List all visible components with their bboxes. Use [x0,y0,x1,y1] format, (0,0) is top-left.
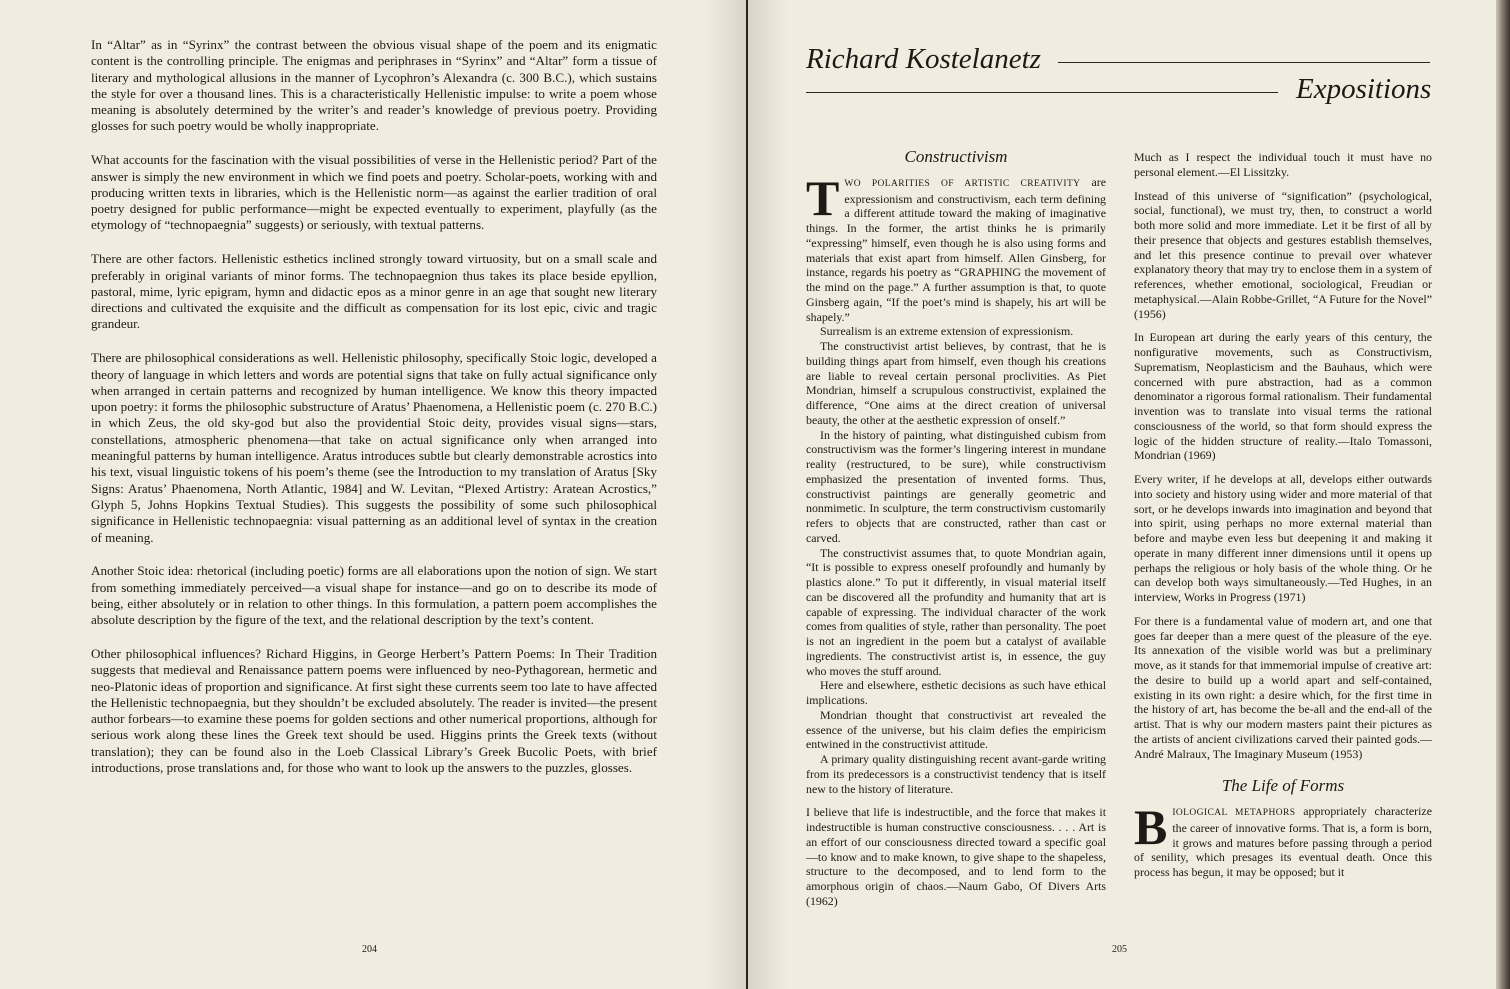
quotation: Much as I respect the individual touch it must have no personal element.—El Lissitzky. [1134,150,1432,179]
paragraph: There are other factors. Hellenistic esthetics inclined strongly toward virtuosity, but on a small scale and preferably in original variants of minor forms. The technopaegnion thus takes its place beside epyllion, pastoral, mime, lyric epigram, hymn and didactic epos as a minor genre in an age that sought new literary directions and cultivated the exquisite and the difficult as compensation for its lost epic, civic and tragic grandeur. [91,251,657,332]
lead-text: appropriately characterize the career of innovative forms. That is, a form is born, it grows and matures before passing through a period of senility, which presages its eventual death. Once this process has begun, it may be opposed; but it [1134,804,1432,879]
paragraph: Another Stoic idea: rhetorical (including poetic) forms are all elaborations upon the notion of sign. We start from something immediately perceived—a visual shape for instance—and go on to describe its mode of being, either absolutely or in relation to other things. In this formulation, a pattern poem accomplishes the absolute description by the figure of the text, and the relational description by the text’s content. [91,563,657,628]
paragraph: What accounts for the fascination with the visual possibilities of verse in the Hellenistic period? Part of the answer is simply the new environment in which we find poets and poetry. Scholar-poets, working with and producing written texts in libraries, which is the Hellenistic norm—as against the earlier tradition of oral poetry designed for public performance—might be expected eventually to experiment, playfully (as the etymology of “technopaegnia” suggests) or seriously, with textual patterns. [91,152,657,233]
paragraph: The constructivist artist believes, by contrast, that he is building things apart from himself, even though his creations are liable to reveal certain personal proclivities. As Piet Mondrian, himself a scrupulous constructivist, explained the difference, “One aims at the direct creation of universal beauty, the other at the aesthetic expression of onself.” [806,339,1106,427]
quotation: For there is a fundamental value of modern art, and one that goes far deeper than a mere quest of the pleasure of the eye. Its annexation of the visible world was but a preliminary move, as it stands for that immemorial impulse of creative art: the desire to build up a world apart and self-contained, existing in its own right: a desire which, for the first time in the history of art, has become the be-all and the end-all of the artist. That is why our modern masters paint their pictures as the artists of ancient civilizations carved their painted gods.—André Malraux, The Imaginary Museum (1953) [1134,613,1432,761]
book-edge [1496,0,1510,989]
drop-cap: T [806,169,840,226]
paragraph: In the history of painting, what distinguished cubism from constructivism was the former’s lingering interest in mundane reality (restructured, to be sure), while constructivism emphasized the presentation of invented forms. Thus, constructivist paintings are generally geometric and nonmimetic. In sculpture, the term constructivism customarily refers to objects that are constructed, rather than cast or carved. [806,427,1106,545]
paragraph: Mondrian thought that constructivist art revealed the essence of the universe, but his claim defies the empiricism entwined in the constructivist attitude. [806,707,1106,752]
quotation: Every writer, if he develops at all, develops either outwards into society and history using wider and more material of that sort, or he develops inwards into imagination and beyond that into spirit, using perhaps no more external material than before and maybe even less but deepening it and making it operate in many different inner dimensions until it opens up perhaps the religious or holy basis of the whole thing. Or he can develop both ways simultaneously.—Ted Hughes, in an interview, Works in Progress (1971) [1134,472,1432,604]
spacer [806,796,1106,805]
paragraph: Other philosophical influences? Richard Higgins, in George Herbert’s Pattern Poems: In Their Tradition suggests that medieval and Renaissance pattern poems were influenced by neo-Pythagorean, hermetic and neo-Platonic ideas of proportion and significance. At first sight these currents seem too late to have affected the Hellenistic technopaegnia, but they shouldn’t be excluded absolutely. The reader is invited—the present author forbears—to examine these poems for golden sections and other numerical proportions, although for serious work along these lines the Greek text should be used. Higgins prints the Greek texts (without translation); they can be found also in the Loeb Classical Library’s Greek Bucolic Poets, with brief introductions, prose translations and, for those who want to look up the answers to the puzzles, glosses. [91,646,657,776]
page-number: 204 [362,944,377,955]
quotation: In European art during the early years of this century, the nonfigurative movements, such as Constructivism, Suprematism, Neoplasticism and the Bauhaus, which were concerned with pure abstraction, had as a common denominator a rigorous formal rationalism. Their fundamental invention was to translate into visual terms the rational consciousness of the world, so that form should express the logic of the hidden structure of reality.—Italo Tomassoni, Mondrian (1969) [1134,330,1432,463]
paragraph: Surrealism is an extreme extension of expressionism. [820,324,1074,339]
lead-smallcaps: WO POLARITIES OF ARTISTIC CREATIVITY [844,178,1081,189]
paragraph: The constructivist assumes that, to quote Mondrian again, “It is possible to express oneself profoundly and humanly by plastics alone.” To put it differently, in visual material itself can be discovered all the profundity and humanity that art is capable of expressing. The individual character of the work comes from qualities of style, rather than personality. The poet is not an ingredient in the poem but a catalyst of available ingredients. The constructivist artist is, in essence, the guy who moves the stuff around. [806,545,1106,678]
title-rule-top [1058,62,1430,63]
right-column-2 [1134,150,1432,880]
right-column-1 [806,147,1106,918]
series-title: Expositions [1296,73,1432,105]
lead-smallcaps: IOLOGICAL METAPHORS [1172,808,1296,818]
lead-paragraph [1134,799,1432,880]
section-heading: Constructivism [904,147,1008,166]
lead-paragraph [806,169,1106,325]
quotation: I believe that life is indestructible, and the force that makes it indestructible is human constructive consciousness. . . . Art is an effort of our consciousness directed toward a specific goal—to know and to make known, to give shape to the shapeless, structure to the decomposed, and to lend form to the amorphous origin of chaos.—Naum Gabo, Of Divers Arts (1962) [806,805,1106,908]
drop-cap: B [1134,799,1168,855]
quotation: Instead of this universe of “signification” (psychological, social, functional), we must try, then, to construct a world both more solid and more immediate. Let it be first of all by their presence that objects and gestures establish themselves, and let this presence continue to prevail over whatever explanatory theory that may try to enclose them in a system of references, whether emotional, sociological, Freudian or metaphysical.—Alain Robbe-Grillet, “A Future for the Novel” (1956) [1134,188,1432,321]
section-heading: The Life of Forms [1221,776,1345,796]
title-rule-bottom [806,92,1278,93]
paragraph: Here and elsewhere, esthetic decisions as such have ethical implications. [806,678,1106,707]
page-number: 205 [1112,944,1127,955]
paragraph: In “Altar” as in “Syrinx” the contrast between the obvious visual shape of the poem and its enigmatic content is the controlling principle. The enigmas and periphrases in “Syrinx” and “Altar” form a tissue of literary and mythological allusions in the manner of Lycophron’s Alexandra (c. 300 B.C.), which sustains the style for over a thousand lines. This is a characteristically Hellenistic impulse: to write a poem whose meaning is absolutely determined by the writer’s and reader’s knowledge of previous poetry. Providing glosses for such poetry would be wholly inappropriate. [91,37,657,134]
paragraph: A primary quality distinguishing recent avant-garde writing from its predecessors is a constructivist tendency that is itself new to the history of literature. [806,752,1106,796]
left-text-column [91,37,657,794]
author-name: Richard Kostelanetz [806,43,1041,75]
left-page [0,0,746,989]
paragraph: There are philosophical considerations as well. Hellenistic philosophy, specifically Stoic logic, developed a theory of language in which letters and words are potential signs that take on fully actual significance only when arranged in certain patterns and recognized by human intelligence. We know this theory impacted upon poetry: it forms the philosophic substructure of Aratus’ Phaenomena, a Hellenistic poem (c. 270 B.C.) in which Zeus, the old sky-god but also the providential Stoic deity, provides visual signs—stars, constellations, atmospheric phenomena—that take on actual significance only when arranged into meaningful patterns by human intelligence. Aratus introduces subtle but clearly demonstrable acrostics into his text, visual linguistic tokens of his poem’s theme (see the Introduction to my translation of Aratus [Sky Signs: Aratus’ Phaenomena, North Atlantic, 1984] and W. Levitan, “Plexed Artistry: Aratean Acrostics,” Glyph 5, Johns Hopkins Textual Studies). This suggests the possibility of some such philosophical significance in Hellenistic technopaegnia: visual patterning as an additional level of syntax in the creation of meaning. [91,350,657,545]
lead-text: are expressionism and constructivism, each term defining a different attitude toward the making of imaginative things. In the former, the artist thinks he is primarily “expressing” himself, even though he is also using forms and materials that exist apart from himself. Allen Ginsberg, for instance, regards his poetry as “GRAPHING the movement of the mind on the page.” A further assumption is that, to quote Ginsberg again, “If the poet’s mind is shapely, his art will be shapely.” [806,174,1106,324]
